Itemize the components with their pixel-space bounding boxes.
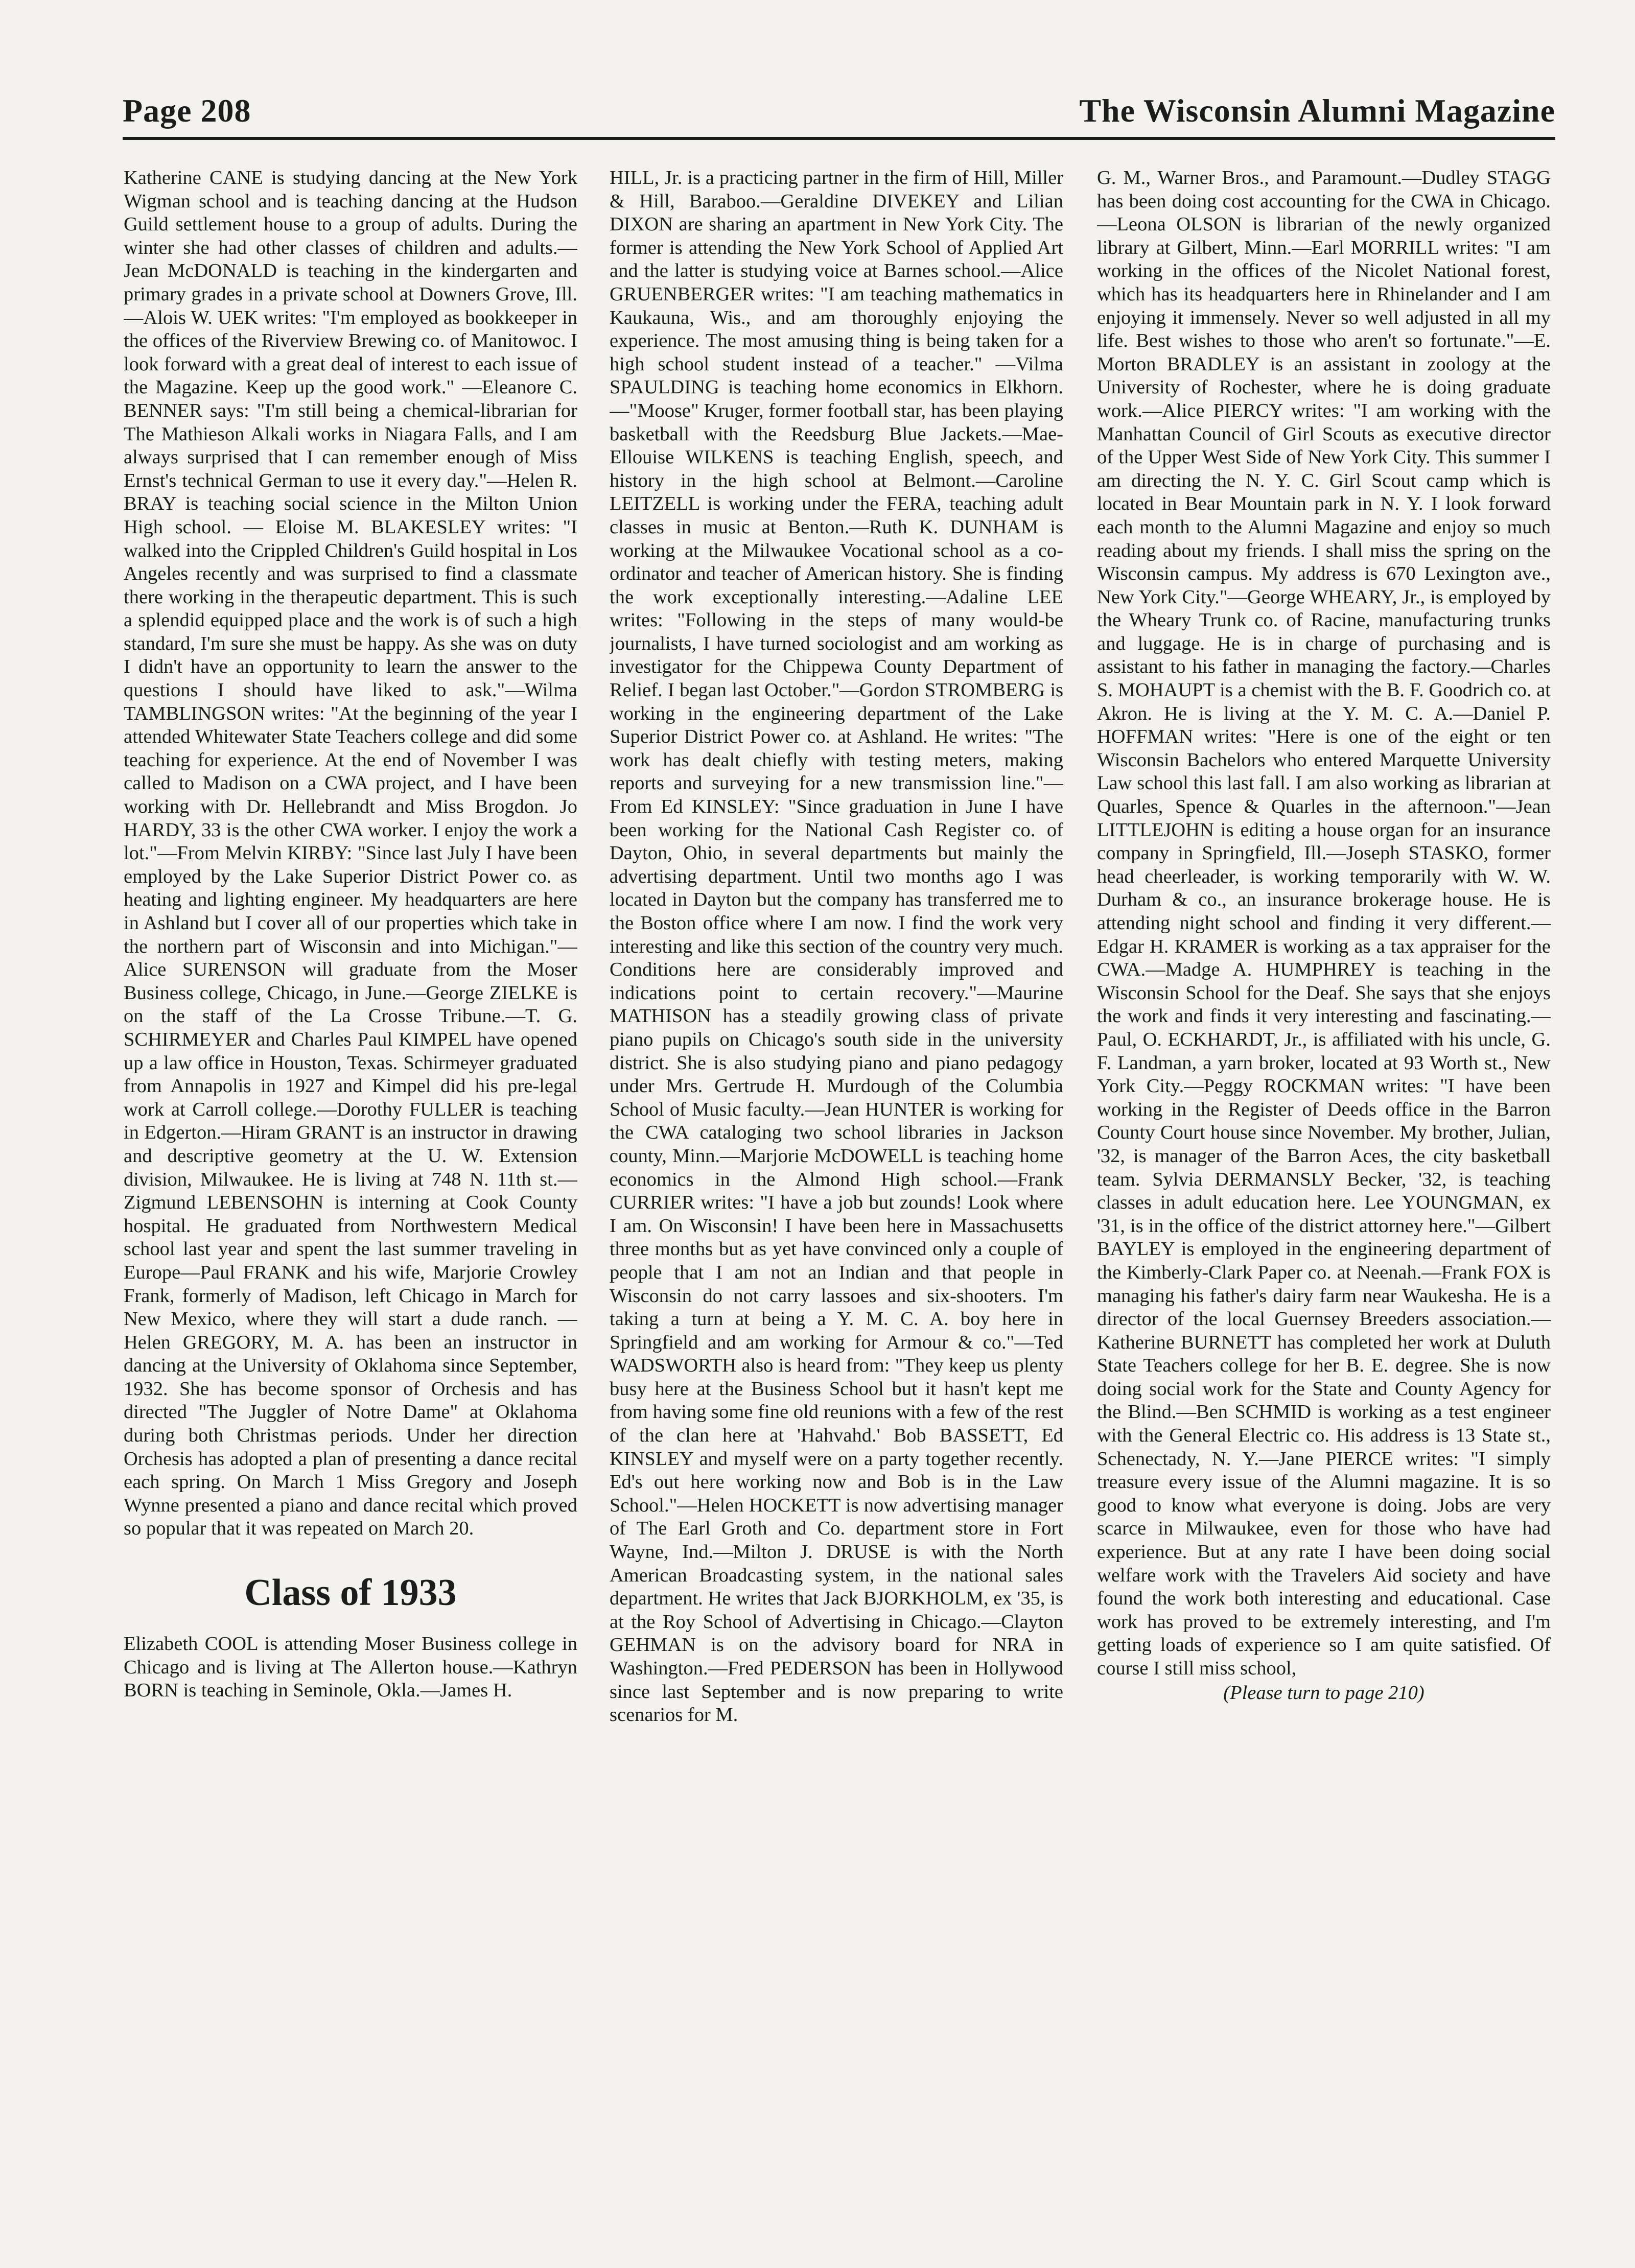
class-notes-text-3: G. M., Warner Bros., and Paramount.—Dudley STAGG has been doing cost accounting for the CWA in Chicago.—Leona OLSON is librarian of the newly organized library at Gilbert, Minn.—Earl MORRILL writes: "I am working in the offices of the Nicolet National forest, which has its headquarters here in Rhinelander and I am enjoying it immensely. Never so well adjusted in all my life. Best wishes to those who aren't so fortunate."—E. Morton BRADLEY is an assistant in zoology at the University of Rochester, where he is doing graduate work.—Alice PIERCY writes: "I am working with the Manhattan Council of Girl Scouts as executive director of the Upper West Side of New York City. This summer I am directing the N. Y. C. Girl Scout camp which is located in Bear Mountain park in N. Y. I look forward each month to the Alumni Magazine and enjoy so much reading about my friends. I shall miss the spring on the Wisconsin campus. My address is 670 Lexington ave., New York City."—George WHEARY, Jr., is employed by the Wheary Trunk co. of Racine, manufacturing trunks and luggage. He is in charge of purchasing and is assistant to his father in managing the factory.—Charles S. MOHAUPT is a chemist with the B. F. Goodrich co. at Akron. He is living at the Y. M. C. A.—Daniel P. HOFFMAN writes: "Here is one of the eight or ten Wisconsin Bachelors who entered Marquette University Law school this last fall. I am also working as librarian at Quarles, Spence & Quarles in the afternoon."—Jean LITTLEJOHN is editing a house organ for an insurance company in Springfield, Ill.—Joseph STASKO, former head cheerleader, is working temporarily with W. W. Durham & co., an insurance brokerage house. He is attending night school and finding it very different.—Edgar H. KRAMER is working as a tax appraiser for the CWA.—Madge A. HUMPHREY is teaching in the Wisconsin School for the Deaf. She says that she enjoys the work and finds it very interesting and fascinating.—Paul, O. ECKHARDT, Jr., is affiliated with his uncle, G. F. Landman, a yarn broker, located at 93 Worth st., New York City.—Peggy ROCKMAN writes: "I have been working in the Register of Deeds office in the Barron County Court house since November. My brother, Julian, '32, is manager of the Barron Aces, the city basketball team. Sylvia DERMANSLY Becker, '32, is teaching classes in adult education here. Lee YOUNGMAN, ex '31, is in the office of the district attorney here."—Gilbert BAYLEY is employed in the engineering department of the Kimberly-Clark Paper co. at Neenah.—Frank FOX is managing his father's dairy farm near Waukesha. He is a director of the local Guernsey Breeders association.—Katherine BURNETT has completed her work at Duluth State Teachers college for her B. E. degree. She is now doing social work for the State and County Agency for the Blind.—Ben SCHMID is working as a test engineer with the General Electric co. His address is 13 State st., Schenectady, N. Y.—Jane PIERCE writes: "I simply treasure every issue of the Alumni magazine. It is so good to know what everyone is doing. Jobs are very scarce in Milwaukee, even for those who have had experience. But at any rate I have been doing social welfare work with the Travelers Aid society and have found the work both interesting and educational. Case work has proved to be extremely interesting, and I'm getting loads of experience so I am quite satisfied. Of course I still miss school, <box>1097 167 1551 1679</box>
section-heading: Class of 1933 <box>244 1572 457 1614</box>
class-notes-text-2: HILL, Jr. is a practicing partner in the firm of Hill, Miller & Hill, Baraboo.—Geraldine DIVEKEY and Lilian DIXON are sharing an apartment in New York City. The former is attending the New York School of Applied Art and the latter is studying voice at Barnes school.—Alice GRUENBERGER writes: "I am teaching mathematics in Kaukauna, Wis., and am thoroughly enjoying the experience. The most amusing thing is being taken for a high school student instead of a teacher." —Vilma SPAULDING is teaching home economics in Elkhorn.—"Moose" Kruger, former football star, has been playing basketball with the Reedsburg Blue Jackets.—Mae-Ellouise WILKENS is teaching English, speech, and history in the high school at Belmont.—Caroline LEITZELL is working under the FERA, teaching adult classes in music at Benton.—Ruth K. DUNHAM is working at the Milwaukee Vocational school as a co-ordinator and teacher of American history. She is finding the work exceptionally interesting.—Adaline LEE writes: "Following in the steps of many would-be journalists, I have turned sociologist and am working as investigator for the Chippewa County Department of Relief. I began last October."—Gordon STROMBERG is working in the engineering department of the Lake Superior District Power co. at Ashland. He writes: "The work has dealt chiefly with testing meters, making reports and surveying for a new transmission line."—From Ed KINSLEY: "Since graduation in June I have been working for the National Cash Register co. of Dayton, Ohio, in several departments but mainly the advertising department. Until two months ago I was located in Dayton but the company has transferred me to the Boston office where I am now. I find the work very interesting and like this section of the country very much. Conditions here are considerably improved and indications point to certain recovery."—Maurine MATHISON has a steadily growing class of private piano pupils on Chicago's south side in the university district. She is also studying piano and piano pedagogy under Mrs. Gertrude H. Murdough of the Columbia School of Music faculty.—Jean HUNTER is working for the CWA cataloging two school libraries in Jackson county, Minn.—Marjorie McDOWELL is teaching home economics in the Almond High school.—Frank CURRIER writes: "I have a job but zounds! Look where I am. On Wisconsin! I have been here in Massachusetts three months but as yet have convinced only a couple of people that I am not an Indian and that people in Wisconsin do not carry lassoes and six-shooters. I'm taking a turn at being a Y. M. C. A. boy here in Springfield and am working for Armour & co."—Ted WADSWORTH also is heard from: "They keep us plenty busy here at the Business School but it hasn't kept me from having some fine old reunions with a few of the rest of the clan here at 'Hahvahd.' Bob BASSETT, Ed KINSLEY and myself were on a party together recently. Ed's out here working now and Bob is in the Law School."—Helen HOCKETT is now advertising manager of The Earl Groth and Co. department store in Fort Wayne, Ind.—Milton J. DRUSE is with the North American Broadcasting system, in the national sales department. He writes that Jack BJORKHOLM, ex '35, is at the Roy School of Advertising in Chicago.—Clayton GEHMAN is on the advisory board for NRA in Washington.—Fred PEDERSON has been in Hollywood since last September and is now preparing to write scenarios for M. <box>610 167 1063 1726</box>
column-3 <box>1097 167 1551 2205</box>
column-1 <box>124 167 577 2205</box>
page-header <box>123 86 1555 140</box>
class-notes-text-1b: Elizabeth COOL is attending Moser Business college in Chicago and is living at The Allerton house.—Kathryn BORN is teaching in Seminole, Okla.—James H. <box>124 1633 577 1702</box>
column-2 <box>610 167 1063 2205</box>
class-notes-text-1: Katherine CANE is studying dancing at the New York Wigman school and is teaching dancing at the Hudson Guild settlement house to a group of adults. During the winter she had other classes of children and adults.—Jean McDONALD is teaching in the kindergarten and primary grades in a private school at Downers Grove, Ill.—Alois W. UEK writes: "I'm employed as bookkeeper in the offices of the Riverview Brewing co. of Manitowoc. I look forward with a great deal of interest to each issue of the Magazine. Keep up the good work." —Eleanore C. BENNER says: "I'm still being a chemical-librarian for The Mathieson Alkali works in Niagara Falls, and I am always surprised that I can remember enough of Miss Ernst's technical German to use it every day."—Helen R. BRAY is teaching social science in the Milton Union High school. — Eloise M. BLAKESLEY writes: "I walked into the Crippled Children's Guild hospital in Los Angeles recently and was surprised to find a classmate there working in the therapeutic department. This is such a splendid equipped place and the work is of such a high standard, I'm sure she must be happy. As she was on duty I didn't have an opportunity to learn the answer to the questions I should have liked to ask."—Wilma TAMBLINGSON writes: "At the beginning of the year I attended Whitewater State Teachers college and did some teaching for experience. At the end of November I was called to Madison on a CWA project, and I have been working with Dr. Hellebrandt and Miss Brogdon. Jo HARDY, 33 is the other CWA worker. I enjoy the work a lot."—From Melvin KIRBY: "Since last July I have been employed by the Lake Superior District Power co. as heating and lighting engineer. My headquarters are here in Ashland but I cover all of our properties which take in the northern part of Wisconsin and into Michigan."—Alice SURENSON will graduate from the Moser Business college, Chicago, in June.—George ZIELKE is on the staff of the La Crosse Tribune.—T. G. SCHIRMEYER and Charles Paul KIMPEL have opened up a law office in Houston, Texas. Schirmeyer graduated from Annapolis in 1927 and Kimpel did his pre-legal work at Carroll college.—Dorothy FULLER is teaching in Edgerton.—Hiram GRANT is an instructor in drawing and descriptive geometry at the U. W. Extension division, Milwaukee. He is living at 748 N. 11th st.—Zigmund LEBENSOHN is interning at Cook County hospital. He graduated from Northwestern Medical school last year and spent the last summer traveling in Europe—Paul FRANK and his wife, Marjorie Crowley Frank, formerly of Madison, left Chicago in March for New Mexico, where they will start a dude ranch. —Helen GREGORY, M. A. has been an instructor in dancing at the University of Oklahoma since September, 1932. She has become sponsor of Orchesis and has directed "The Juggler of Notre Dame" at Oklahoma during both Christmas periods. Under her direction Orchesis has adopted a plan of presenting a dance recital each spring. On March 1 Miss Gregory and Joseph Wynne presented a piano and dance recital which proved so popular that it was repeated on March 20. <box>124 167 577 1540</box>
continuation-note: (Please turn to page 210) <box>1223 1682 1424 1704</box>
magazine-title: The Wisconsin Alumni Magazine <box>1079 92 1555 129</box>
page-number: Page 208 <box>123 92 251 129</box>
